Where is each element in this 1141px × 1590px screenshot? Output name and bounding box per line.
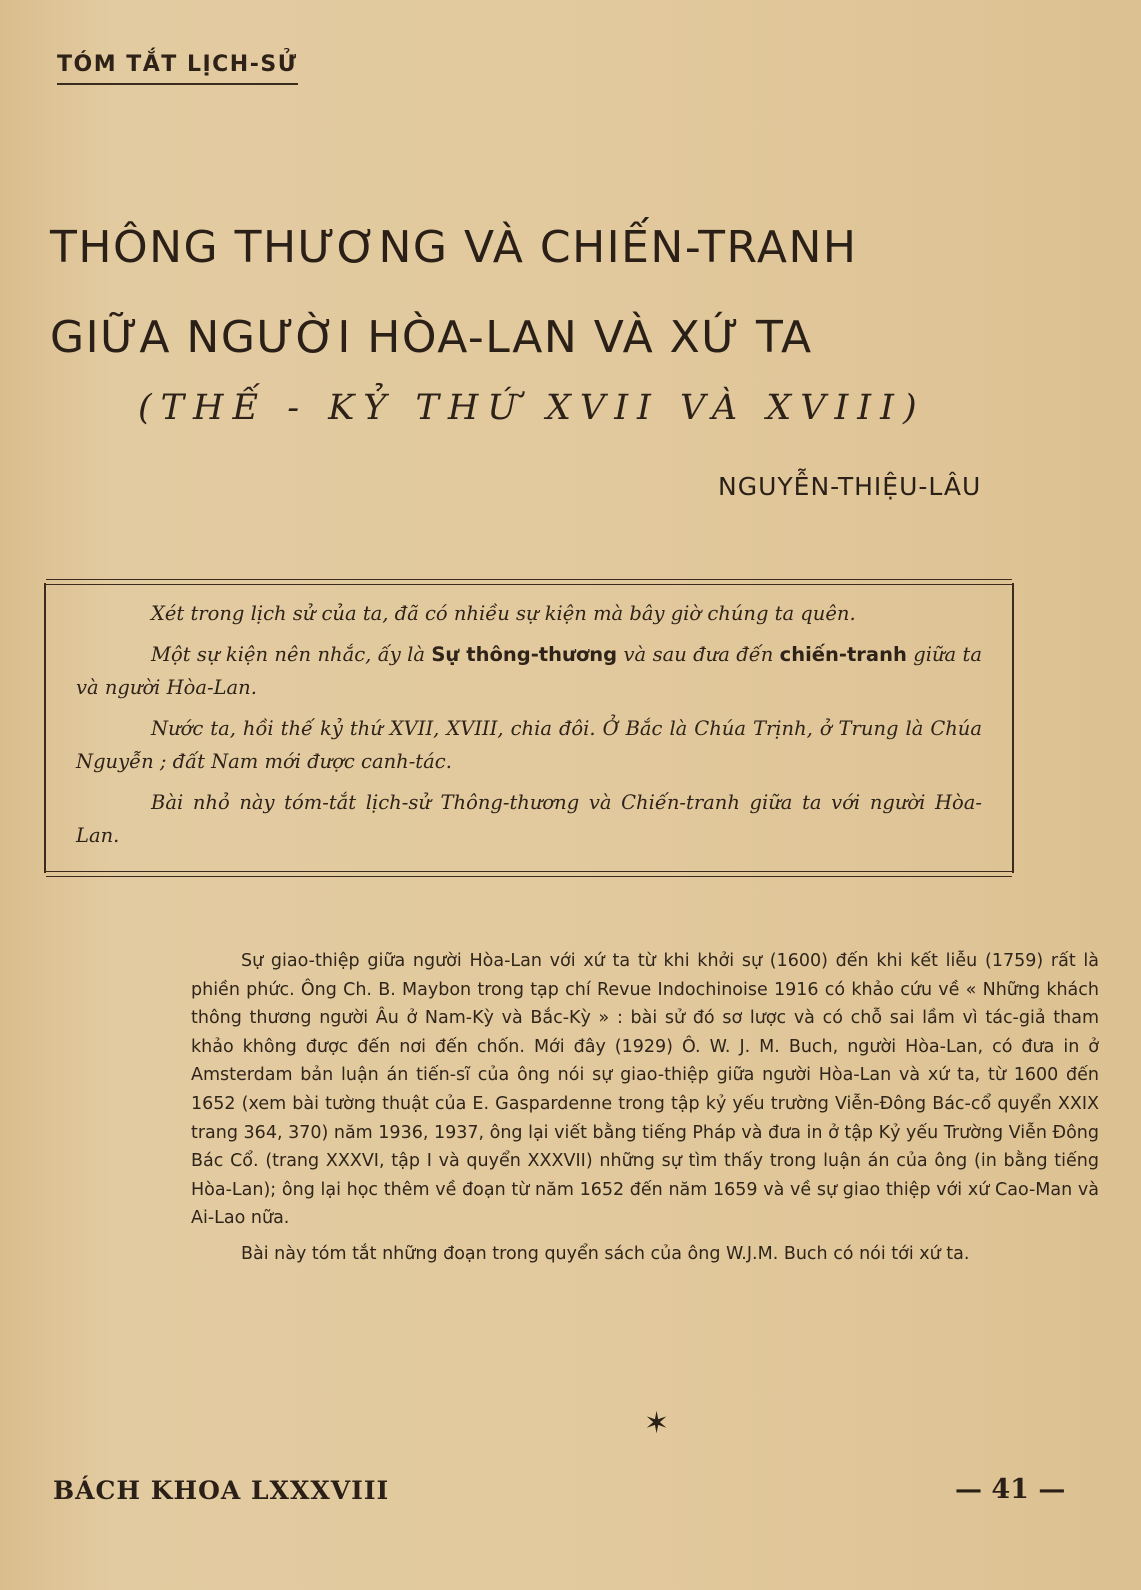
article-title-line-1: THÔNG THƯƠNG VÀ CHIẾN-TRANH (50, 222, 858, 273)
intro-emphasis-trade: Sự thông-thương (431, 643, 618, 666)
section-separator-ornament: ✶ (644, 1406, 670, 1441)
intro-paragraph-1: Xét trong lịch sử của ta, đã có nhiều sự kiện mà bây giờ chúng ta quên. (151, 602, 856, 625)
section-label: TÓM TẮT LỊCH-SỬ (57, 52, 298, 85)
body-paragraph-1: Sự giao-thiệp giữa người Hòa-Lan với xứ ta từ khi khởi sự (1600) đến khi kết liễu (1759) rất là phiền phức. Ông Ch. B. Maybon trong tạp chí Revue Indochinoise 1916 có khảo cứu về « Những khách thông thương người Âu ở Nam-Kỳ và Bắc-Kỳ » : bài sử đó sơ lược và có chỗ sai lầm vì tác-giả tham khảo không được đến nơi đến chốn. Mới đây (1929) Ô. W. J. M. Buch, người Hòa-Lan, có đưa in ở Amsterdam bản luận án tiến-sĩ của ông nói sự giao-thiệp giữa người Hòa-Lan và xứ ta, từ 1600 đến 1652 (xem bài tường thuật của E. Gaspardenne trong tập kỷ yếu trường Viễn-Đông Bác-cổ quyển XXIX trang 364, 370) năm 1936, 1937, ông lại viết bằng tiếng Pháp và đưa in ở tập Kỷ yếu Trường Viễn Đông Bác Cổ. (trang XXXVI, tập I và quyển XXXVII) những sự tìm thấy trong luận án của ông (in bằng tiếng Hòa-Lan); ông lại học thêm về đoạn từ năm 1652 đến năm 1659 và về sự giao thiệp với xứ Cao-Man và Ai-Lao nữa. (191, 951, 1099, 1229)
intro-paragraph-4: Bài nhỏ này tóm-tắt lịch-sử Thông-thương và Chiến-tranh giữa ta với người Hòa-Lan. (76, 791, 982, 847)
publication-name: BÁCH KHOA LXXXVIII (53, 1476, 390, 1505)
body-text (191, 947, 1099, 1276)
author-name: NGUYỄN-THIỆU-LÂU (718, 472, 982, 501)
intro-p2-text: và sau đưa đến (617, 643, 780, 666)
article-title-line-2: GIỮA NGƯỜI HÒA-LAN VÀ XỨ TA (50, 312, 813, 363)
body-paragraph-2: Bài này tóm tắt những đoạn trong quyển sách của ông W.J.M. Buch có nói tới xứ ta. (241, 1243, 970, 1264)
intro-emphasis-war: chiến-tranh (779, 643, 907, 666)
intro-p2-text: Một sự kiện nên nhắc, ấy là (151, 643, 432, 666)
intro-box (44, 583, 1014, 873)
intro-p2-text: giữa ta và người Hòa-Lan. (76, 643, 983, 699)
page-number: — 41 — (955, 1474, 1066, 1505)
intro-paragraph-2 (76, 638, 982, 704)
article-subtitle: (THẾ - KỶ THỨ XVII VÀ XVIII) (138, 388, 926, 428)
intro-paragraph-3: Nước ta, hồi thế kỷ thứ XVII, XVIII, chia đôi. Ở Bắc là Chúa Trịnh, ở Trung là Chúa Nguyễn ; đất Nam mới được canh-tác. (76, 717, 982, 773)
intro-text (76, 597, 982, 860)
